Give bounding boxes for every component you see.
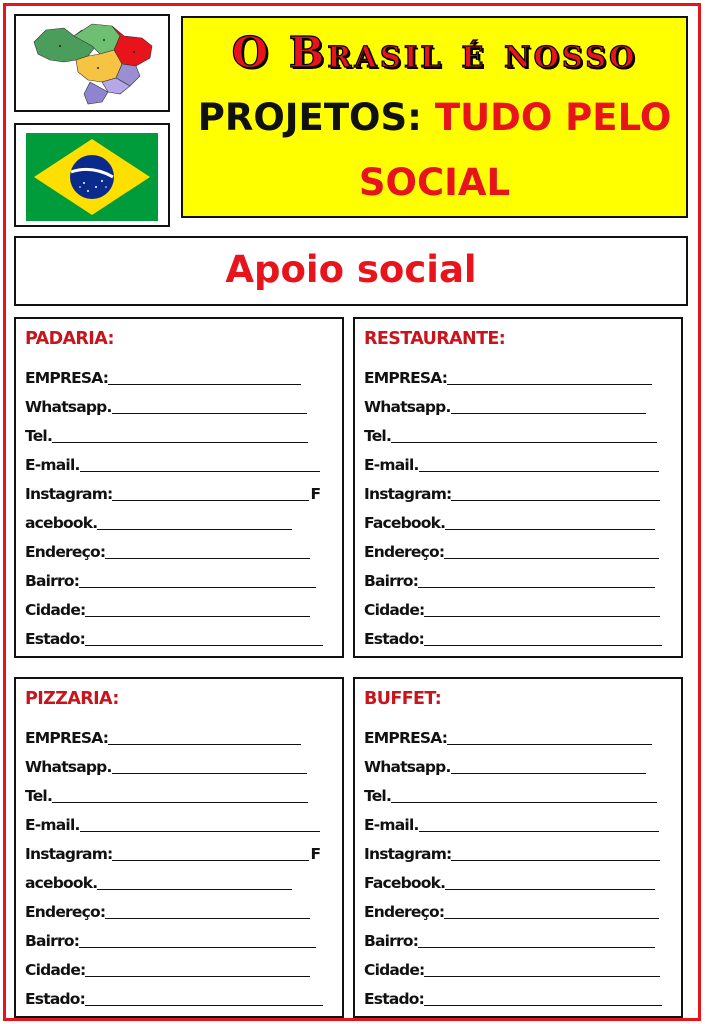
field-email[interactable] (364, 454, 659, 474)
fill-line[interactable] (445, 516, 655, 530)
field-instagram[interactable] (364, 843, 660, 863)
field-label: EMPRESA: (25, 369, 109, 387)
field-whatsapp[interactable] (25, 396, 307, 416)
title-box (181, 16, 688, 218)
field-cidade[interactable] (25, 599, 310, 619)
fill-line[interactable] (80, 818, 320, 832)
field-estado[interactable] (25, 628, 323, 648)
field-tel[interactable] (25, 425, 308, 445)
fill-line[interactable] (451, 847, 660, 861)
fill-line[interactable] (451, 400, 646, 414)
fill-line[interactable] (112, 760, 307, 774)
fill-line[interactable] (108, 731, 301, 745)
fill-line[interactable] (105, 905, 310, 919)
fill-line[interactable] (419, 458, 659, 472)
fill-line[interactable] (80, 458, 320, 472)
fill-line[interactable] (451, 760, 646, 774)
field-label: Cidade: (25, 961, 86, 979)
fill-line[interactable] (52, 429, 308, 443)
fill-line[interactable] (97, 516, 292, 530)
fill-line[interactable] (444, 545, 659, 559)
field-empresa[interactable] (364, 367, 652, 387)
field-label: acebook. (25, 514, 98, 532)
field-bairro[interactable] (364, 930, 655, 950)
field-whatsapp[interactable] (25, 756, 307, 776)
fill-line[interactable] (97, 876, 292, 890)
field-facebook[interactable] (364, 512, 655, 532)
field-empresa[interactable] (25, 727, 301, 747)
field-label: E-mail. (364, 456, 419, 474)
card-title: PADARIA: (25, 329, 114, 349)
field-label: Tel. (25, 787, 53, 805)
field-label: Tel. (364, 427, 392, 445)
field-label: Instagram: (364, 485, 452, 503)
field-bairro[interactable] (25, 570, 316, 590)
form-card-buffet (353, 677, 683, 1018)
field-label: Cidade: (364, 601, 425, 619)
field-tel[interactable] (25, 785, 308, 805)
field-label: Facebook. (364, 874, 446, 892)
field-empresa[interactable] (25, 367, 301, 387)
field-instagram[interactable] (364, 483, 660, 503)
fill-line[interactable] (424, 603, 660, 617)
flyer-page (3, 3, 701, 1021)
fill-line[interactable] (105, 545, 310, 559)
fill-line[interactable] (79, 934, 316, 948)
field-label: Estado: (364, 990, 425, 1008)
field-label: EMPRESA: (25, 729, 109, 747)
brazil-flag-image (14, 123, 170, 227)
field-label: EMPRESA: (364, 369, 448, 387)
fill-line[interactable] (418, 934, 655, 948)
field-label: Bairro: (25, 572, 80, 590)
fill-line[interactable] (444, 905, 659, 919)
fill-line[interactable] (52, 789, 308, 803)
field-cidade[interactable] (364, 959, 660, 979)
fill-line[interactable] (445, 876, 655, 890)
field-endereco[interactable] (25, 901, 310, 921)
fill-line[interactable] (85, 963, 310, 977)
field-label: Whatsapp. (364, 398, 451, 416)
brazil-map-icon (16, 16, 168, 110)
fill-line[interactable] (391, 789, 657, 803)
fill-line[interactable] (424, 992, 662, 1006)
field-label: acebook. (25, 874, 98, 892)
field-label: Bairro: (364, 932, 419, 950)
field-empresa[interactable] (364, 727, 652, 747)
field-label: Instagram: (25, 485, 113, 503)
fill-line[interactable] (391, 429, 657, 443)
fill-line[interactable] (424, 632, 662, 646)
field-label: Tel. (364, 787, 392, 805)
fill-line[interactable] (424, 963, 660, 977)
card-title: RESTAURANTE: (364, 329, 506, 349)
field-email[interactable] (25, 454, 320, 474)
main-title: O Brasil é nosso (231, 28, 638, 77)
fill-line[interactable] (447, 731, 652, 745)
projects-title-cont: SOCIAL (358, 161, 511, 204)
field-label: Instagram: (364, 845, 452, 863)
field-tel[interactable] (364, 425, 657, 445)
banner-title: Apoio social (225, 248, 477, 291)
card-title: BUFFET: (364, 689, 442, 709)
field-whatsapp[interactable] (364, 756, 646, 776)
field-label: Cidade: (364, 961, 425, 979)
field-trail: F (310, 845, 321, 863)
field-label: Cidade: (25, 601, 86, 619)
field-label: Instagram: (25, 845, 113, 863)
fill-line[interactable] (419, 818, 659, 832)
field-label: Endereço: (364, 543, 445, 561)
fill-line[interactable] (112, 400, 307, 414)
field-label: Estado: (25, 630, 86, 648)
projects-label: PROJETOS: (197, 96, 435, 139)
field-whatsapp[interactable] (364, 396, 646, 416)
field-label: Whatsapp. (25, 398, 112, 416)
field-instagram[interactable] (25, 483, 320, 503)
field-bairro[interactable] (25, 930, 316, 950)
field-trail: F (310, 485, 321, 503)
field-label: Estado: (364, 630, 425, 648)
fill-line[interactable] (112, 487, 309, 501)
projects-title (183, 96, 686, 139)
field-estado[interactable] (364, 628, 662, 648)
field-tel[interactable] (364, 785, 657, 805)
field-instagram[interactable] (25, 843, 320, 863)
field-label: Endereço: (25, 543, 106, 561)
projects-red-text: TUDO PELO (434, 96, 672, 139)
fill-line[interactable] (447, 371, 652, 385)
brazil-flag-icon (16, 125, 168, 225)
field-estado[interactable] (364, 988, 662, 1008)
field-facebook[interactable] (25, 872, 292, 892)
fill-line[interactable] (112, 847, 309, 861)
fill-line[interactable] (85, 632, 323, 646)
form-card-restaurante (353, 317, 683, 658)
fill-line[interactable] (418, 574, 655, 588)
field-label: Estado: (25, 990, 86, 1008)
field-label: Endereço: (25, 903, 106, 921)
fill-line[interactable] (451, 487, 660, 501)
field-label: E-mail. (25, 816, 80, 834)
field-email[interactable] (25, 814, 320, 834)
field-estado[interactable] (25, 988, 323, 1008)
form-card-padaria (14, 317, 344, 658)
field-cidade[interactable] (25, 959, 310, 979)
field-label: Facebook. (364, 514, 446, 532)
field-label: E-mail. (25, 456, 80, 474)
fill-line[interactable] (85, 603, 310, 617)
brazil-map-image (14, 14, 170, 112)
fill-line[interactable] (85, 992, 323, 1006)
card-title: PIZZARIA: (25, 689, 119, 709)
field-label: Tel. (25, 427, 53, 445)
banner (14, 236, 688, 306)
field-bairro[interactable] (364, 570, 655, 590)
form-card-pizzaria (14, 677, 344, 1018)
field-label: Whatsapp. (25, 758, 112, 776)
fill-line[interactable] (108, 371, 301, 385)
field-label: EMPRESA: (364, 729, 448, 747)
field-email[interactable] (364, 814, 659, 834)
field-endereco[interactable] (25, 541, 310, 561)
field-facebook[interactable] (25, 512, 292, 532)
field-cidade[interactable] (364, 599, 660, 619)
field-label: Bairro: (364, 572, 419, 590)
field-endereco[interactable] (364, 541, 659, 561)
field-endereco[interactable] (364, 901, 659, 921)
field-label: Whatsapp. (364, 758, 451, 776)
fill-line[interactable] (79, 574, 316, 588)
field-label: Endereço: (364, 903, 445, 921)
field-facebook[interactable] (364, 872, 655, 892)
field-label: E-mail. (364, 816, 419, 834)
field-label: Bairro: (25, 932, 80, 950)
